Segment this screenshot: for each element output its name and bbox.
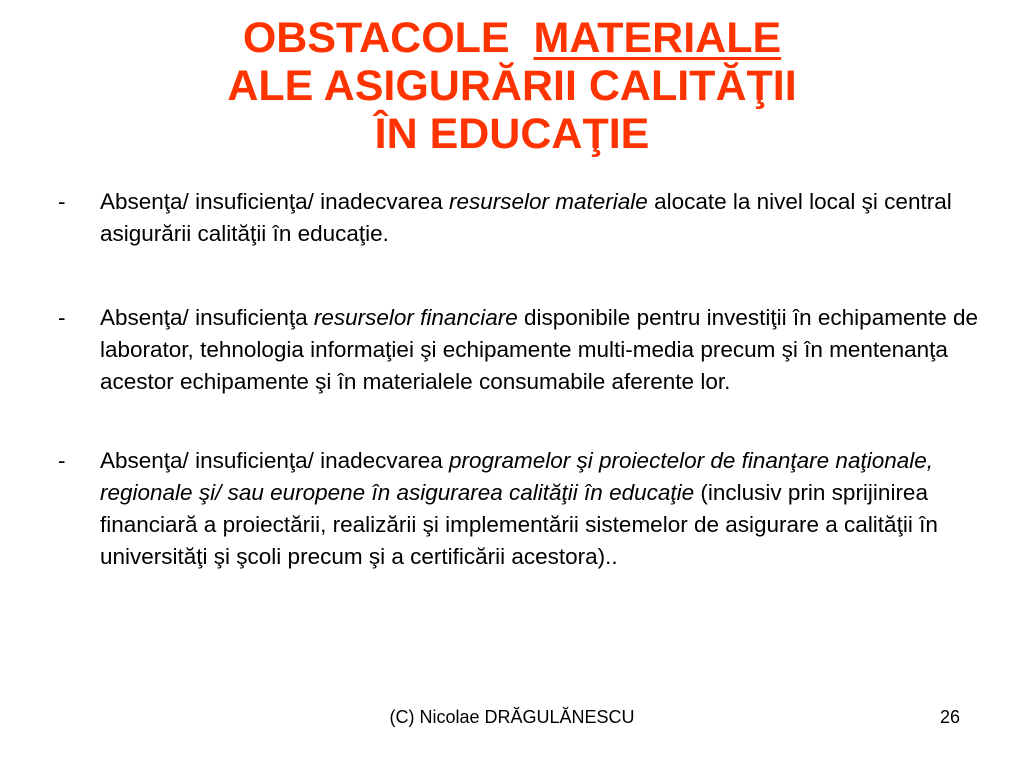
bullet-text: alocate la nivel local şi central asigurării calităţii în educaţie. xyxy=(100,189,952,246)
bullet-emphasis: resurselor financiare xyxy=(313,305,518,330)
title-word-obstacole: OBSTACOLE xyxy=(242,14,510,62)
bullet-text: Absenţa/ insuficienţa/ inadecvarea xyxy=(100,189,449,214)
bullet-text: Absenţa/ insuficienţa/ inadecvarea xyxy=(100,448,449,473)
bullet-marker: - xyxy=(58,448,66,473)
page-number: 26 xyxy=(940,707,961,727)
bullet-list xyxy=(58,186,988,573)
bullet-emphasis: programelor şi proiectelor de finanţare naţionale, regionale şi/ sau europene în asigurarea calităţii în educaţie xyxy=(100,448,934,505)
bullet-text: (inclusiv prin sprijinirea financiară a proiectării, realizării şi implementării sistemelor de asigurare a calităţii în universităţi şi şcoli precum şi a certificării acestora).. xyxy=(100,480,938,569)
bullet-text: Absenţa/ insuficienţa xyxy=(100,305,314,330)
bullet-marker: - xyxy=(58,305,66,330)
bullet-marker: - xyxy=(58,189,66,214)
footer-author: (C) Nicolae DRĂGULĂNESCU xyxy=(389,707,635,727)
bullet-emphasis: resurselor materiale xyxy=(448,189,648,214)
title-line-2: ALE ASIGURĂRII CALITĂŢII xyxy=(227,62,797,110)
bullet-text: disponibile pentru investiţii în echipamente de laborator, tehnologia informaţiei şi echipamente multi-media precum şi în mentenanţa acestor echipamente şi în materialele consumabile aferente lor. xyxy=(100,305,979,394)
title-word-materiale: MATERIALE xyxy=(533,14,782,62)
bullet-item xyxy=(58,186,988,250)
title-line-3: ÎN EDUCAŢIE xyxy=(374,110,650,158)
title-line-1 xyxy=(0,14,1024,62)
bullet-item xyxy=(58,445,988,573)
bullet-item xyxy=(58,302,988,398)
slide-title xyxy=(0,14,1024,158)
